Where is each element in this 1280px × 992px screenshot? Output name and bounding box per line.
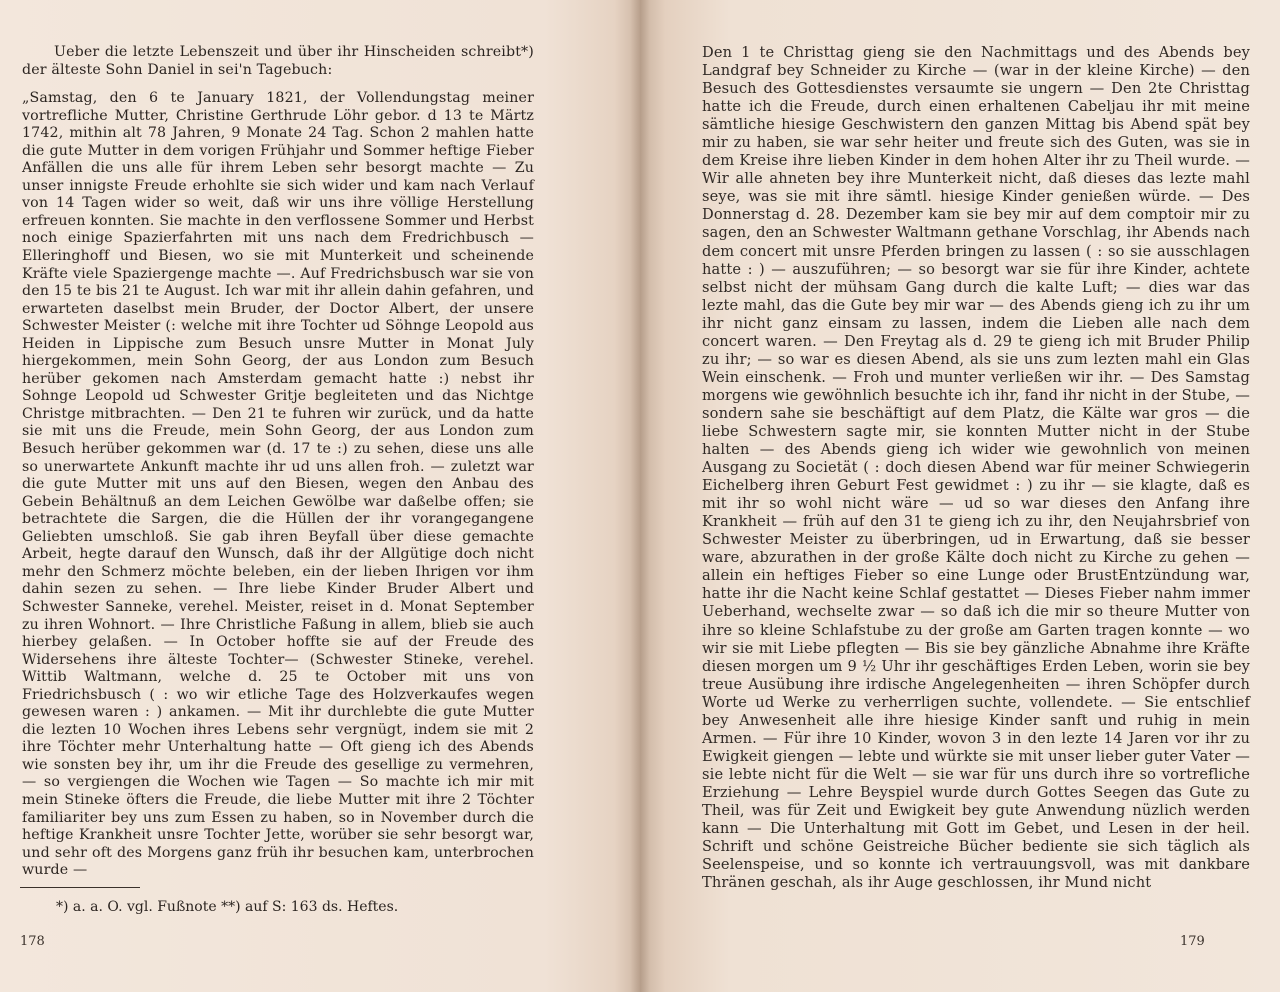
page-number-left: 178 bbox=[20, 934, 45, 949]
diary-paragraph: „Samstag, den 6 te January 1821, der Vollendungstag meiner vortrefliche Mutter, Christine Gerthrude Löhr gebor. d 13 te Märtz 1742, mithin alt 78 Jahren, 9 Monate 24 Tag. Schon 2 mahlen hatte die gute Mutter in dem vorigen Frühjahr und Sommer heftige Fieber Anfällen die uns alle für ihrem Leben sehr besorgt machte — Zu unser innigste Freude erhohlte sie sich wider und kam nach Verlauf von 14 Tagen wider so weit, daß wir uns ihre völlige Herstellung erfreuen konnten. Sie machte in den verflossene Sommer und Herbst noch einige Spazierfahrten mit uns nach dem Fredrichbusch — Elleringhoff und Biesen, wo sie mit Munterkeit und scheinende Kräfte viele Spaziergenge machte —. Auf Fredrichsbusch war sie von den 15 te bis 21 te August. Ich war mit ihr allein dahin gefahren, und erwarteten daselbst mein Bruder, der Doctor Albert, der unsere Schwester Meister (: welche mit ihre Tochter ud Söhnge Leopold aus Heiden in Lippische zum Besuch unsre Mutter in Monat July hiergekommen, mein Sohn Georg, der aus London zum Besuch herüber gekomen nach Amsterdam gemacht hatte :) nebst ihr Sohnge Leopold ud Schwester Gritje begleiteten und das Nichtge Christge mitbrachten. — Den 21 te fuhren wir zurück, und da hatte sie mit uns die Freude, mein Sohn Georg, der aus London zum Besuch herüber gekommen war (d. 17 te :) zu sehen, diese uns alle so unerwartete Ankunft machte ihr ud uns allen froh. — zuletzt war die gute Mutter mit uns auf den Biesen, wegen den Anbau des Gebein Behältnuß an dem Leichen Gewölbe war daßelbe offen; sie betrachtete die Sargen, die die Hüllen der ihr vorangegangene Geliebten umschloß. Sie gab ihren Beyfall über diese gemachte Arbeit, hegte darauf den Wunsch, daß ihr der Allgütige doch nicht mehr den Schmerz möchte beleben, ein der lieben Ihrigen vor ihm dahin sezen zu sehen. — Ihre liebe Kinder Bruder Albert und Schwester Sanneke, verehel. Meister, reiset in d. Monat September zu ihren Wohnort. — Ihre Christliche Faßung in allem, blieb sie auch hierbey gelaßen. — In October hoffte sie auf der Freude des Widersehens ihre älteste Tochter— (Schwester Stineke, verehel. Wittib Waltmann, welche d. 25 te October mit uns von Friedrichsbusch ( : wo wir etliche Tage des Holzverkaufes wegen gewesen waren : ) ankamen. — Mit ihr durchlebte die gute Mutter die lezten 10 Wochen ihres Lebens sehr vergnügt, indem sie mit 2 ihre Töchter mehr Unterhaltung hatte — Oft gieng ich des Abends wie sonsten bey ihr, um ihr die Freude des gesellige zu vermehren, — so vergiengen die Wochen wie Tagen — So machte ich mir mit mein Stineke öfters die Freude, die liebe Mutter mit ihre 2 Töchter familiariter bey uns zum Essen zu haben, so in November durch die heftige Krankheit unsre Tochter Jette, worüber sie sehr besorgt war, und sehr oft des Morgens ganz früh ihr besuchen kam, unterbrochen wurde — bbox=[22, 90, 534, 879]
right-page-text bbox=[702, 44, 1250, 892]
intro-paragraph: Ueber die letzte Lebenszeit und über ihr Hinscheiden schreibt*) der älteste Sohn Daniel in sei'n Tagebuch: bbox=[22, 44, 534, 78]
right-page bbox=[640, 0, 1280, 992]
diary-continuation-paragraph: Den 1 te Christtag gieng sie den Nachmittags und des Abends bey Landgraf bey Schneider zu Kirche — (war in der kleine Kirche) — den Besuch des Gottesdienstes versaumte sie ungern — Den 2te Christtag hatte ich die Freude, durch einen erhaltenen Cabeljau ihr mit meine sämtliche hiesige Geschwistern den ganzen Mittag bis Abend spät bey mir zu haben, sie war sehr heiter und freute sich des Guten, was sie in dem Kreise ihre lieben Kinder in dem hohen Alter ihr zu Theil wurde. — Wir alle ahneten bey ihre Munterkeit nicht, daß dieses das lezte mahl seye, was sie mit ihre sämtl. hiesige Kinder genießen würde. — Des Donnerstag d. 28. Dezember kam sie bey mir auf dem comptoir mir zu sagen, den an Schwester Waltmann gethane Vorschlag, ihr Abends nach dem concert mit unsre Pferden bringen zu lassen ( : so sie ausschlagen hatte : ) — auszuführen; — so besorgt war sie für ihre Kinder, achtete selbst nicht der mühsam Gang durch die kalte Luft; — dies war das lezte mahl, das die Gute bey mir war — des Abends gieng ich zu ihr um ihr nicht ganz einsam zu lassen, indem die Lieben alle nach dem concert waren. — Den Freytag als d. 29 te gieng ich mit Bruder Philip zu ihr; — so war es diesen Abend, als sie uns zum lezten mahl ein Glas Wein einschenk. — Froh und munter verließen wir ihr. — Des Samstag morgens wie gewöhnlich besuchte ich ihr, fand ihr nicht in der Stube, — sondern sahe sie beschäftigt auf dem Platz, die Kälte war gros — die liebe Schwestern sagte mir, sie konnten Mutter nicht in der Stube halten — des Abends gieng ich wider wie gewohnlich von meinen Ausgang zu Societät ( : doch diesen Abend war für meiner Schwiegerin Eichelberg ihren Geburt Fest gewidmet : ) zu ihr — sie klagte, daß es mit ihr so wohl nicht wäre — ud so war dieses den Anfang ihre Krankheit — früh auf den 31 te gieng ich zu ihr, den Neujahrsbrief von Schwester Meister zu überbringen, ud in Erwartung, daß sie besser ware, abzurathen in der große Kälte doch nicht zu Kirche zu gehen — allein ein heftiges Fieber so eine Lunge oder BrustEntzündung war, hatte ihr die Nacht keine Schlaf gestattet — Dieses Fieber nahm immer Ueberhand, wechselte zwar — so daß ich die mir so theure Mutter von ihre so kleine Schlafstube zu der große am Garten tragen konnte — wo wir sie mit Liebe pflegten — Bis sie bey gänzliche Abnahme ihre Kräfte diesen morgen um 9 ½ Uhr ihr geschäftiges Erden Leben, worin sie bey treue Ausübung ihre irdische Angelegenheiten — ihren Schöpfer durch Worte ud Werke zu verherrligen suchte, vollendete. — Sie entschlief bey Anwesenheit alle ihre hiesige Kinder sanft und ruhig in mein Armen. — Für ihre 10 Kinder, wovon 3 in den lezte 14 Jaren vor ihr zu Ewigkeit giengen — lebte und würkte sie mit unser lieber guter Vater — sie lebte nicht für die Welt — sie war für uns durch ihre so vortrefliche Erziehung — Lehre Beyspiel wurde durch Gottes Seegen das Gute zu Theil, was für Zeit und Ewigkeit bey gute Anwendung nüzlich werden kann — Die Unterhaltung mit Gott im Gebet, und Lesen in der heil. Schrift und schöne Geistreiche Bücher bediente sie sich täglich als Seelenspeise, und so konnte ich vertrauungsvoll, was mit dankbare Thränen geschah, als ihr Auge geschlossen, ihr Mund nicht bbox=[702, 44, 1250, 892]
footnote-rule bbox=[20, 887, 140, 888]
page-number-right: 179 bbox=[1180, 934, 1205, 949]
footnote: *) a. a. O. vgl. Fußnote **) auf S: 163 ds. Heftes. bbox=[56, 899, 399, 915]
left-page-text bbox=[22, 44, 534, 880]
